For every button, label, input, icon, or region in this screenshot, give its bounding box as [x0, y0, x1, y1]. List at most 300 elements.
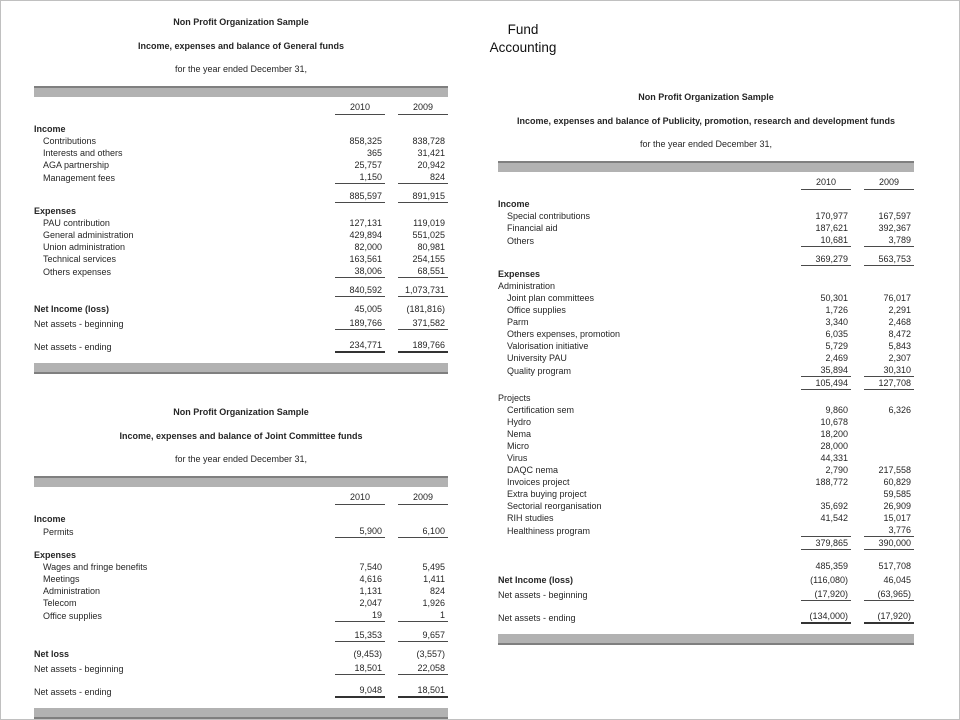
amount-cell-2009 [398, 253, 448, 265]
amount-cell-2010 [335, 585, 385, 597]
amount-value: 1,411 [423, 574, 445, 584]
table-row [34, 284, 448, 297]
amount-value: (116,080) [810, 575, 848, 585]
year-column-header: 2009 [398, 101, 448, 115]
amount-cell-2009 [398, 171, 448, 184]
amount-value: 45,005 [354, 304, 382, 314]
amount-cell-2010 [801, 500, 851, 512]
table-row [498, 210, 914, 222]
amount-cell-2009 [398, 629, 448, 642]
year-header-row [498, 176, 914, 190]
amount-cell-2009 [398, 303, 448, 315]
amount-cell-2009 [864, 198, 914, 210]
amount-value: 6,100 [422, 526, 445, 536]
row-label: Projects [498, 393, 531, 403]
amount-value: 5,495 [422, 562, 445, 572]
table-row [498, 574, 914, 586]
table-row [498, 253, 914, 266]
amount-cell-2010 [335, 573, 385, 585]
table-row [34, 317, 448, 330]
year-column-header: 2010 [335, 491, 385, 505]
amount-cell-2009 [864, 210, 914, 222]
amount-cell-2009 [864, 316, 914, 328]
amount-value: 15,353 [354, 630, 382, 640]
amount-value: 28,000 [820, 441, 848, 451]
amount-value: 1 [439, 610, 445, 620]
amount-value: 485,359 [815, 561, 848, 571]
amount-cell-2010 [801, 280, 851, 292]
amount-cell-2009 [398, 585, 448, 597]
row-label: Management fees [43, 173, 116, 183]
amount-cell-2010 [801, 377, 851, 390]
statement-period: for the year ended December 31, [639, 139, 773, 149]
statement-subtitle: Income, expenses and balance of Publicity, promotion, research and development funds [517, 116, 895, 126]
table-row [34, 585, 448, 597]
statement-subtitle: Income, expenses and balance of Joint Committee funds [119, 431, 363, 441]
amount-value: 365 [366, 148, 382, 158]
table-row [34, 241, 448, 253]
amount-value: 5,729 [825, 341, 848, 351]
table-row [34, 684, 448, 698]
amount-cell-2010 [801, 588, 851, 601]
row-label: Invoices project [507, 477, 570, 487]
amount-cell-2010 [801, 352, 851, 364]
amount-cell-2009 [864, 234, 914, 247]
row-label: Office supplies [43, 611, 102, 621]
amount-cell-2010 [801, 512, 851, 524]
year-header-row [34, 101, 448, 115]
amount-cell-2010 [335, 190, 385, 203]
amount-value: 18,501 [354, 663, 382, 673]
amount-value: 44,331 [820, 453, 848, 463]
row-label: Contributions [43, 136, 97, 146]
table-row [34, 513, 448, 525]
amount-value: 9,657 [422, 630, 445, 640]
amount-value: 167,597 [878, 211, 911, 221]
amount-value: (134,000) [809, 611, 848, 621]
row-label: Healthiness program [507, 526, 591, 536]
table-row [34, 609, 448, 622]
statement-subtitle: Income, expenses and balance of General funds [137, 41, 345, 51]
table-row [34, 561, 448, 573]
table-row [34, 549, 448, 561]
amount-value: (9,453) [353, 649, 382, 659]
amount-cell-2009 [398, 265, 448, 278]
amount-value: 2,469 [825, 353, 848, 363]
amount-cell-2010 [801, 253, 851, 266]
amount-value: 563,753 [878, 254, 911, 264]
year-column-header: 2010 [801, 176, 851, 190]
amount-value: 254,155 [412, 254, 445, 264]
header-bar [34, 86, 448, 97]
amount-value: (17,920) [877, 611, 911, 621]
year-column-header: 2010 [335, 101, 385, 115]
general-funds-statement [34, 16, 448, 374]
amount-cell-2010 [335, 284, 385, 297]
table-row [498, 292, 914, 304]
table-row [498, 198, 914, 210]
amount-value: 2,790 [825, 465, 848, 475]
amount-value: (63,965) [877, 589, 911, 599]
joint-committee-funds-statement [34, 406, 448, 719]
amount-cell-2009 [398, 229, 448, 241]
amount-value: 31,421 [417, 148, 445, 158]
amount-cell-2010 [335, 205, 385, 217]
page-title-line2: Accounting [489, 40, 557, 55]
amount-value: 22,058 [417, 663, 445, 673]
row-label: Income [498, 199, 530, 209]
amount-cell-2010 [335, 253, 385, 265]
amount-cell-2009 [398, 597, 448, 609]
amount-cell-2009 [864, 500, 914, 512]
table-row [498, 404, 914, 416]
amount-value: 217,558 [878, 465, 911, 475]
amount-cell-2010 [801, 452, 851, 464]
table-row [498, 416, 914, 428]
amount-cell-2009 [864, 574, 914, 586]
row-label: Administration [498, 281, 556, 291]
amount-cell-2010 [335, 561, 385, 573]
amount-cell-2009 [864, 588, 914, 601]
amount-cell-2009 [398, 135, 448, 147]
row-label: Technical services [43, 254, 117, 264]
header-bar [34, 476, 448, 487]
publicity-promotion-rd-funds-statement [498, 91, 914, 645]
amount-value: 234,771 [349, 340, 382, 350]
table-row [498, 537, 914, 550]
amount-value: 3,776 [888, 525, 911, 535]
row-label: Net assets - ending [34, 342, 112, 352]
amount-value: 189,766 [412, 340, 445, 350]
amount-cell-2010 [801, 392, 851, 404]
table-row [498, 340, 914, 352]
amount-cell-2010 [335, 303, 385, 315]
year-column-header: 2009 [864, 176, 914, 190]
amount-cell-2010 [801, 404, 851, 416]
row-label: Permits [43, 527, 74, 537]
amount-cell-2010 [801, 416, 851, 428]
row-label: Union administration [43, 242, 126, 252]
amount-cell-2009 [398, 662, 448, 675]
amount-cell-2010 [335, 135, 385, 147]
amount-value: 82,000 [354, 242, 382, 252]
amount-value: 68,551 [417, 266, 445, 276]
amount-value: 25,757 [354, 160, 382, 170]
amount-value: 1,150 [359, 172, 382, 182]
amount-cell-2009 [398, 205, 448, 217]
amount-cell-2009 [398, 284, 448, 297]
row-label: Interests and others [43, 148, 123, 158]
amount-cell-2010 [335, 339, 385, 353]
amount-value: 9,860 [825, 405, 848, 415]
row-label: Others expenses [43, 267, 112, 277]
amount-cell-2009 [864, 512, 914, 524]
amount-value: 371,582 [412, 318, 445, 328]
amount-value: 19 [371, 610, 382, 620]
table-row [34, 253, 448, 265]
amount-value: 4,616 [359, 574, 382, 584]
row-label: DAQC nema [507, 465, 559, 475]
amount-cell-2010 [801, 234, 851, 247]
amount-cell-2010 [335, 525, 385, 538]
amount-cell-2009 [864, 268, 914, 280]
amount-cell-2010 [335, 241, 385, 253]
table-row [34, 205, 448, 217]
amount-value: 885,597 [349, 191, 382, 201]
amount-value: 1,073,731 [404, 285, 445, 295]
amount-value: 170,977 [815, 211, 848, 221]
amount-cell-2010 [335, 513, 385, 525]
table-row [498, 560, 914, 572]
amount-cell-2009 [864, 340, 914, 352]
statement-period: for the year ended December 31, [174, 454, 308, 464]
amount-cell-2009 [864, 452, 914, 464]
amount-cell-2009 [398, 573, 448, 585]
amount-cell-2010 [335, 648, 385, 660]
amount-cell-2010 [335, 123, 385, 135]
row-label: Net assets - beginning [498, 590, 588, 600]
row-label: Office supplies [507, 305, 566, 315]
amount-cell-2009 [398, 549, 448, 561]
table-row [498, 428, 914, 440]
amount-value: 189,766 [349, 318, 382, 328]
amount-cell-2009 [864, 352, 914, 364]
row-label: Expenses [34, 550, 77, 560]
amount-cell-2009 [864, 377, 914, 390]
row-label: RIH studies [507, 513, 554, 523]
table-row [498, 392, 914, 404]
amount-value: 2,468 [888, 317, 911, 327]
page-title [471, 21, 575, 57]
amount-cell-2010 [801, 488, 851, 500]
row-label: Expenses [34, 206, 77, 216]
amount-value: 60,829 [883, 477, 911, 487]
table-row [498, 316, 914, 328]
amount-cell-2009 [864, 464, 914, 476]
amount-value: 2,307 [888, 353, 911, 363]
amount-value: (17,920) [814, 589, 848, 599]
amount-cell-2009 [864, 560, 914, 572]
table-row [34, 303, 448, 315]
amount-cell-2010 [335, 317, 385, 330]
year-header-row [34, 491, 448, 505]
amount-cell-2009 [398, 609, 448, 622]
amount-value: 119,019 [413, 218, 445, 228]
amount-value: 163,561 [349, 254, 382, 264]
row-label: Meetings [43, 574, 80, 584]
amount-value: 127,708 [878, 378, 911, 388]
amount-value: 10,681 [820, 235, 848, 245]
amount-cell-2010 [335, 171, 385, 184]
table-row [34, 217, 448, 229]
amount-cell-2010 [335, 147, 385, 159]
table-row [498, 524, 914, 537]
table-row [34, 135, 448, 147]
amount-cell-2010 [801, 560, 851, 572]
table-row [34, 573, 448, 585]
amount-cell-2010 [335, 265, 385, 278]
amount-cell-2010 [801, 610, 851, 624]
table-row [498, 268, 914, 280]
amount-value: 26,909 [883, 501, 911, 511]
amount-cell-2009 [398, 241, 448, 253]
amount-cell-2009 [398, 684, 448, 698]
table-row [34, 525, 448, 538]
row-label: Virus [507, 453, 528, 463]
amount-value: 76,017 [883, 293, 911, 303]
row-label: PAU contribution [43, 218, 110, 228]
amount-cell-2009 [398, 317, 448, 330]
table-row [34, 662, 448, 675]
amount-cell-2010 [801, 340, 851, 352]
table-row [498, 440, 914, 452]
amount-cell-2010 [801, 210, 851, 222]
row-label: Others [507, 236, 535, 246]
row-label: Income [34, 514, 66, 524]
amount-cell-2010 [801, 304, 851, 316]
amount-value: (3,557) [416, 649, 445, 659]
amount-value: 379,865 [815, 538, 848, 548]
amount-cell-2009 [864, 392, 914, 404]
table-row [498, 280, 914, 292]
amount-cell-2010 [335, 597, 385, 609]
amount-cell-2010 [801, 574, 851, 586]
amount-cell-2009 [398, 648, 448, 660]
amount-value: 5,843 [888, 341, 911, 351]
amount-cell-2009 [398, 123, 448, 135]
amount-value: 30,310 [883, 365, 911, 375]
amount-cell-2010 [801, 537, 851, 550]
footer-bar [34, 363, 448, 374]
table-row [34, 648, 448, 660]
row-label: Expenses [498, 269, 541, 279]
amount-value: 50,301 [820, 293, 848, 303]
statement-org-title: Non Profit Organization Sample [173, 407, 309, 417]
amount-cell-2010 [801, 524, 851, 537]
row-label: Telecom [43, 598, 77, 608]
amount-cell-2010 [801, 440, 851, 452]
amount-cell-2010 [335, 549, 385, 561]
table-row [498, 476, 914, 488]
table-row [498, 304, 914, 316]
amount-value: (181,816) [406, 304, 445, 314]
amount-cell-2010 [801, 222, 851, 234]
amount-value: 127,131 [349, 218, 382, 228]
statement-period: for the year ended December 31, [174, 64, 308, 74]
amount-value: 9,048 [359, 685, 382, 695]
header-bar [498, 161, 914, 172]
table-row [34, 123, 448, 135]
amount-cell-2010 [801, 268, 851, 280]
row-label: Joint plan committees [507, 293, 595, 303]
amount-cell-2009 [864, 304, 914, 316]
table-row [498, 500, 914, 512]
row-label: Net loss [34, 649, 70, 659]
amount-cell-2009 [398, 217, 448, 229]
statement-org-title: Non Profit Organization Sample [173, 17, 309, 27]
amount-cell-2009 [864, 253, 914, 266]
amount-value: 3,340 [825, 317, 848, 327]
amount-value: 187,621 [815, 223, 848, 233]
table-row [34, 229, 448, 241]
row-label: Net assets - beginning [34, 664, 124, 674]
row-label: Extra buying project [507, 489, 587, 499]
table-row [34, 190, 448, 203]
table-row [498, 328, 914, 340]
amount-cell-2009 [398, 525, 448, 538]
amount-value: 429,894 [349, 230, 382, 240]
amount-cell-2009 [864, 476, 914, 488]
table-row [498, 234, 914, 247]
row-label: Net Income (loss) [498, 575, 574, 585]
table-row [498, 488, 914, 500]
amount-cell-2010 [801, 292, 851, 304]
amount-cell-2009 [398, 190, 448, 203]
row-label: AGA partnership [43, 160, 110, 170]
amount-value: 41,542 [820, 513, 848, 523]
table-row [34, 265, 448, 278]
row-label: Net assets - ending [498, 613, 576, 623]
amount-cell-2010 [335, 159, 385, 171]
row-label: Sectorial reorganisation [507, 501, 602, 511]
amount-value: 18,200 [820, 429, 848, 439]
amount-cell-2010 [335, 684, 385, 698]
amount-cell-2010 [801, 464, 851, 476]
amount-value: 1,131 [359, 586, 382, 596]
row-label: Valorisation initiative [507, 341, 589, 351]
amount-value: 824 [429, 586, 445, 596]
table-row [498, 452, 914, 464]
row-label: Parm [507, 317, 529, 327]
amount-cell-2010 [801, 316, 851, 328]
row-label: Hydro [507, 417, 532, 427]
amount-value: 390,000 [878, 538, 911, 548]
amount-cell-2009 [864, 364, 914, 377]
table-row [34, 171, 448, 184]
amount-value: 38,006 [354, 266, 382, 276]
amount-cell-2009 [398, 159, 448, 171]
amount-cell-2009 [398, 513, 448, 525]
amount-value: 392,367 [878, 223, 911, 233]
table-row [34, 339, 448, 353]
amount-cell-2010 [335, 217, 385, 229]
amount-value: 7,540 [359, 562, 382, 572]
amount-value: 188,772 [815, 477, 848, 487]
amount-cell-2010 [335, 662, 385, 675]
amount-value: 6,326 [888, 405, 911, 415]
year-column-header: 2009 [398, 491, 448, 505]
amount-value: 551,025 [412, 230, 445, 240]
amount-cell-2009 [864, 537, 914, 550]
amount-cell-2009 [398, 339, 448, 353]
row-label: Financial aid [507, 223, 558, 233]
amount-value: 20,942 [417, 160, 445, 170]
table-row [498, 588, 914, 601]
amount-value: 105,494 [815, 378, 848, 388]
amount-value: 838,728 [412, 136, 445, 146]
amount-cell-2009 [864, 404, 914, 416]
footer-bar [498, 634, 914, 645]
amount-cell-2009 [864, 222, 914, 234]
amount-value: 1,926 [422, 598, 445, 608]
table-row [498, 352, 914, 364]
amount-value: 59,585 [883, 489, 911, 499]
amount-cell-2009 [864, 328, 914, 340]
row-label: Net Income (loss) [34, 304, 110, 314]
amount-value: 1,726 [825, 305, 848, 315]
table-row [498, 364, 914, 377]
footer-bar [34, 708, 448, 719]
